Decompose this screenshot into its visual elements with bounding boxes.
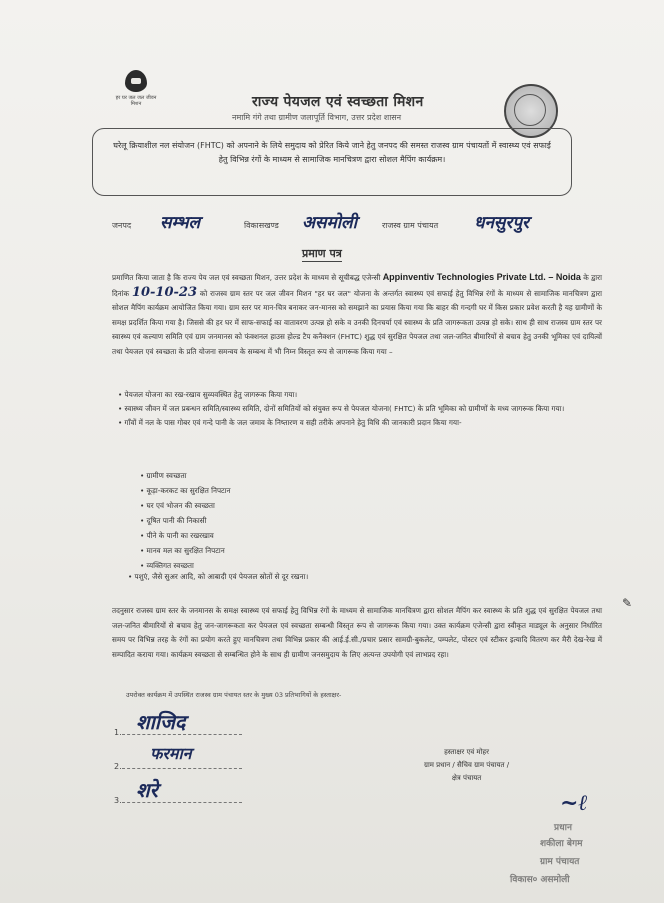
pradhan-signature-block: हस्ताक्षर एवं मोहर ग्राम प्रधान / सैचिव ग्राम पंचायत / क्षेत्र पंचायत	[424, 748, 510, 782]
district-value: सम्भल	[160, 213, 201, 233]
signature-row: 3. शरे	[114, 796, 242, 805]
list-item: • मानव मल का सुरक्षित निपटान	[140, 543, 231, 558]
list-item: • दूषित पानी की निकासी	[140, 513, 231, 528]
certificate-paragraph-2: तदनुसार राजस्व ग्राम स्तर के जनमानस के समक्ष स्वास्थ्य एवं सफाई हेतु विभिन्न रंगों के माध्यम से सामाजिक मानचित्रण द्वारा सोशल मैपिंग कर स्वास्थ्य के प्रति शुद्ध एवं सुरक्षित पेयजल तथा जल-जनित बीमारियों से बचाव हेतु जन-जागरूकता कर पेयजल एवं स्वच्छता सम्बन्धी विस्तृत रूप से जागरूक किया गया। उक्त कार्यक्रम एजेन्सी द्वारा स्वीकृत माड्यूल के अनुसार निर्धारित समय पर विभिन्न तरह के रंगों का प्रयोग करते हुए मानचित्रण तथा विभिन्न प्रकार की आई.ई.सी./प्रचार प्रसार सामग्री-बुकलेट, पम्पलेट, पोस्टर एवं स्टीकर इत्यादि वितरण कर मैरी देख-रेख में सम्पादित कराया गया। कार्यक्रम स्वच्छता से सम्बन्धित होने के साथ ही ग्रामीण जनसमुदाय के लिए अत्यन्त उपयोगी एवं लाभप्रद रहा।	[112, 606, 602, 659]
jal-jeevan-mission-logo	[112, 70, 160, 107]
certificate-paragraph-1	[112, 270, 602, 359]
block-label: विकासखण्ड	[244, 221, 279, 230]
signature-1: शाजिद	[136, 710, 186, 734]
list-item: • घर एवं भोजन की स्वच्छता	[140, 498, 231, 513]
logo-caption: हर घर जल जल जीवन मिशन	[115, 95, 157, 107]
p1-start: प्रमाणित किया जाता है कि राज्य पेय जल एवं स्वच्छता मिशन, उत्तर प्रदेश के माध्यम से सूचीबद्ध एजेन्सी	[112, 273, 381, 282]
pradhan-signature-icon: ~ℓ	[560, 790, 588, 816]
page-subtitle: नमामि गंगे तथा ग्रामीण जलापूर्ति विभाग, उत्तर प्रदेश शासन	[232, 113, 402, 122]
official-stamp: ~ℓ प्रधान शकीला बेगम ग्राम पंचायत विकास० असमोली	[510, 790, 588, 885]
p1-rest: को राजस्व ग्राम स्तर पर जल जीवन मिशन "हर घर जल" योजना के अन्तर्गत स्वास्थ्य एवं सफाई हेतु विभिन्न रंगों के माध्यम से सामाजिक मानचित्रण द्वारा सोशल मैपिंग कार्यक्रम आयोजित किया गया। ग्राम स्तर पर मान-चित्र बनाकर जन-मानस को समझाने का प्रयास किया गया कि बाहर की गन्दगी घर में किस प्रकार प्रवेश करती है यह ग्रामीणों के समक्ष प्रदर्शित किया गया है। जिससे की हर घर में साफ-सफाई का वातावरण उत्पन्न हो सके व उनकी दिनचर्या एवं स्वास्थ्य के प्रति जागरूकता उत्पन्न हो सके। साथ ही साथ राजस्व ग्राम स्तर पर स्वास्थ्य एवं कल्याण समिति एवं ग्राम जनमानस को फंक्शनल हाउस होल्ड टैप कनैक्शन (FHTC) शुद्ध एवं सुरक्षित पेयजल तथा जल-जनित बीमारियों से बचाव हेतु उनकी भूमिका एवं दायित्वों तथा पेयजल एवं स्वच्छता के प्रति योजना समन्वय के सम्बन्ध में भी निम्न विस्तृत रूप से जागरूक किया गया –	[112, 288, 602, 356]
last-bullet: • पशुएं, जैसे सुअर आदि, को आबादी एवं पेयजल स्रोतों से दूर रखना।	[128, 572, 309, 581]
list-item: • कूड़ा-करकट का सुरक्षित निपटान	[140, 483, 231, 498]
list-item: • स्वास्थ्य जीवन में जल प्रबन्धन समिति/स्वास्थ्य समिति, दोनों समितियों को संयुक्त रूप से पेयजल योजना( FHTC) के प्रति भूमिका को ग्रामीणों के मध्य जागरूक किया गया।	[118, 404, 565, 413]
village-value: धनसुरपुर	[474, 213, 529, 233]
signature-3: शरे	[136, 778, 158, 802]
location-fields	[112, 212, 572, 238]
sub-item-list	[140, 468, 231, 573]
certificate-heading: प्रमाण पत्र	[302, 247, 342, 260]
page-title: राज्य पेयजल एवं स्वच्छता मिशन	[252, 94, 424, 110]
banner-text: घरेलू क्रियाशील नल संयोजन (FHTC) को अपनाने के लिये समुदाय को प्रेरित किये जाने हेतु जनपद की समस्त राजस्व ग्राम पंचायतों में स्वास्थ्य एवं सफाई हेतु विभिन्न रंगों के माध्यम से सामाजिक मानचित्रण द्वारा सोशल मैपिंग कार्यक्रम।	[113, 141, 551, 164]
signature-2: फरमान	[150, 744, 192, 763]
district-label: जनपद	[112, 221, 132, 230]
list-item: • पेयजल योजना का रख-रखाव सुव्यवस्थित हेतु जागरूक किया गया।	[118, 390, 298, 399]
village-label: राजस्व ग्राम पंचायत	[382, 221, 439, 230]
signature-row: 2. फरमान	[114, 762, 242, 771]
program-banner	[92, 128, 572, 196]
block-value: असमोली	[302, 213, 357, 233]
water-drop-icon	[125, 70, 147, 92]
p1-date-pre: के द्वारा दिनांक	[112, 273, 602, 298]
signature-row: 1. शाजिद	[114, 728, 242, 737]
list-item: • गाँवों में नल के पास गोबर एवं गन्दे पानी के जल जमाव के निष्तारण व सही तरीके अपनाने हेतु विधि की जानकारी प्रदान किया गया-	[118, 418, 462, 427]
list-item: • पीने के पानी का रखरखाव	[140, 528, 231, 543]
pen-mark-icon: ✎	[622, 596, 633, 610]
emblem-ring	[514, 94, 546, 126]
list-item: • ग्रामीण स्वच्छता	[140, 468, 231, 483]
bullet-list	[116, 388, 606, 430]
signature-caption: उपरोक्त कार्यक्रम में उपस्थित राजस्व ग्राम पंचायत स्तर के मुख्य 03 प्रतिभागियों के हस्ताक्षर-	[126, 691, 342, 699]
agency-name: Appinventiv Technologies Private Ltd. – Noida	[382, 272, 581, 282]
program-date: 10-10-23	[131, 284, 197, 300]
list-item: • व्यक्तिगत स्वच्छता	[140, 558, 231, 573]
